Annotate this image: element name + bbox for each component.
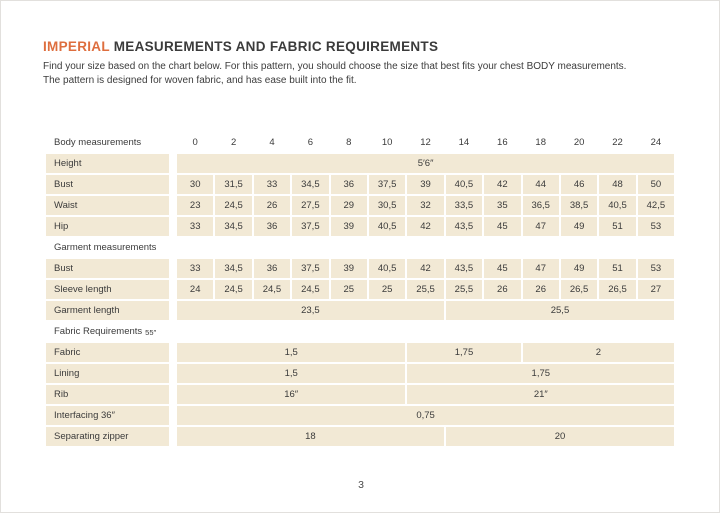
value-cell: 34,5 (215, 217, 251, 236)
value-cell: 25 (331, 280, 367, 299)
value-cell: 46 (561, 175, 597, 194)
value-cell: 36 (331, 175, 367, 194)
row-label (46, 343, 169, 362)
value-cell: 42 (407, 259, 443, 278)
value-cell: 27,5 (292, 196, 328, 215)
value-cell: 47 (523, 259, 559, 278)
value-cell: 50 (638, 175, 674, 194)
row-label-text: Height (54, 158, 82, 169)
value-cell: 26,5 (599, 280, 635, 299)
value-cell: 40,5 (369, 217, 405, 236)
row-label (46, 133, 169, 152)
row-label (46, 301, 169, 320)
value-cell: 36 (254, 217, 290, 236)
value-cell: 24,5 (254, 280, 290, 299)
value-cell: 40,5 (599, 196, 635, 215)
value-cell: 35 (484, 196, 520, 215)
table-row (46, 301, 676, 320)
table-row (46, 364, 676, 383)
value-cell: 24 (177, 280, 213, 299)
value-cell: 31,5 (215, 175, 251, 194)
value-cell: 34,5 (215, 259, 251, 278)
value-cell: 42 (484, 175, 520, 194)
value-cell: 53 (638, 217, 674, 236)
value-cell: 25 (369, 280, 405, 299)
row-label (46, 280, 169, 299)
size-header-cell: 2 (230, 137, 237, 148)
row-label (46, 175, 169, 194)
value-cell: 29 (331, 196, 367, 215)
title-main: MEASUREMENTS AND FABRIC REQUIREMENTS (109, 39, 439, 54)
table-row (46, 238, 676, 257)
merged-cell: 1,75 (407, 364, 674, 383)
table-row (46, 406, 676, 425)
size-header-cell: 16 (497, 137, 508, 148)
page-title (43, 39, 438, 54)
row-label (46, 322, 169, 341)
size-header-cell: 10 (381, 137, 393, 148)
value-cell: 25,5 (446, 280, 482, 299)
size-header-cell: 8 (346, 137, 352, 148)
row-label-text: Hip (54, 221, 69, 232)
row-label (46, 427, 169, 446)
row-label (46, 217, 169, 236)
row-label-text: Garment length (54, 305, 120, 316)
value-cell: 45 (484, 217, 520, 236)
table-row (46, 343, 676, 362)
table-row (46, 154, 676, 173)
merged-cell: 18 (177, 427, 444, 446)
merged-cell: 0,75 (177, 406, 674, 425)
merged-cell: 23,5 (177, 301, 444, 320)
value-cell: 30,5 (369, 196, 405, 215)
table-row (46, 196, 676, 215)
row-label-text: Interfacing 36″ (54, 410, 115, 421)
merged-cell: 2 (523, 343, 675, 362)
value-cell: 24,5 (215, 196, 251, 215)
merged-cell: 1,5 (177, 343, 405, 362)
row-label (46, 154, 169, 173)
value-cell: 26 (523, 280, 559, 299)
value-cell: 44 (523, 175, 559, 194)
row-label-suffix: 55″ (145, 327, 157, 337)
value-cell: 51 (599, 217, 635, 236)
merged-cell: 20 (446, 427, 674, 446)
merged-cell: 25,5 (446, 301, 674, 320)
value-cell: 37,5 (292, 259, 328, 278)
value-cell: 32 (407, 196, 443, 215)
value-cell: 38,5 (561, 196, 597, 215)
row-label (46, 238, 169, 257)
value-cell: 51 (599, 259, 635, 278)
page-number: 3 (358, 479, 364, 491)
value-cell: 25,5 (407, 280, 443, 299)
value-cell: 26,5 (561, 280, 597, 299)
size-header-cell: 6 (307, 137, 314, 148)
value-cell: 30 (177, 175, 213, 194)
value-cell: 42 (407, 217, 443, 236)
row-label-text: Rib (54, 389, 69, 400)
value-cell: 33,5 (446, 196, 482, 215)
merged-cell: 5′6″ (177, 154, 674, 173)
row-label-text: Garment measurements (54, 242, 157, 253)
size-table (46, 133, 676, 446)
value-cell: 34,5 (292, 175, 328, 194)
value-cell: 24,5 (215, 280, 251, 299)
value-cell: 27 (638, 280, 674, 299)
value-cell: 49 (561, 217, 597, 236)
table-row (46, 427, 676, 446)
merged-cell: 21″ (407, 385, 674, 404)
table-row (46, 322, 676, 341)
value-cell: 39 (331, 259, 367, 278)
table-header-row (46, 133, 676, 152)
value-cell: 47 (523, 217, 559, 236)
value-cell: 36,5 (523, 196, 559, 215)
value-cell: 53 (638, 259, 674, 278)
merged-cell: 1,5 (177, 364, 405, 383)
row-label-text: Sleeve length (54, 284, 112, 295)
value-cell: 39 (331, 217, 367, 236)
value-cell: 39 (407, 175, 443, 194)
row-label (46, 385, 169, 404)
table-row (46, 217, 676, 236)
table-row (46, 280, 676, 299)
row-label-text: Fabric Requirements (54, 326, 143, 337)
size-header-cell: 22 (612, 137, 623, 148)
value-cell: 49 (561, 259, 597, 278)
row-label-text: Waist (54, 200, 78, 211)
row-label (46, 196, 169, 215)
value-cell: 43,5 (446, 217, 482, 236)
value-cell: 43,5 (446, 259, 482, 278)
size-header-cell: 0 (192, 137, 198, 148)
table-row (46, 385, 676, 404)
value-cell: 36 (254, 259, 290, 278)
intro-text (43, 60, 688, 88)
table-row (46, 175, 676, 194)
value-cell: 26 (484, 280, 520, 299)
size-header-cell: 14 (458, 137, 470, 148)
intro-line-1: Find your size based on the chart below. For this pattern, you should choose the size that best fits your chest BODY measurements. (43, 61, 627, 72)
value-cell: 33 (177, 259, 213, 278)
value-cell: 24,5 (292, 280, 328, 299)
merged-cell: 16″ (177, 385, 405, 404)
merged-cell: 1,75 (407, 343, 520, 362)
row-label-text: Bust (54, 179, 74, 190)
intro-line-2: The pattern is designed for woven fabric, and has ease built into the fit. (43, 74, 357, 86)
table-row (46, 259, 676, 278)
value-cell: 33 (254, 175, 290, 194)
row-label (46, 259, 169, 278)
value-cell: 45 (484, 259, 520, 278)
value-cell: 37,5 (292, 217, 328, 236)
value-cell: 33 (177, 217, 213, 236)
size-header-cell: 18 (535, 137, 546, 148)
size-header-cell: 4 (269, 137, 275, 148)
row-label-text: Separating zipper (54, 431, 129, 442)
row-label (46, 406, 169, 425)
row-label-text: Lining (54, 368, 80, 379)
size-header-cell: 12 (420, 137, 431, 148)
value-cell: 48 (599, 175, 635, 194)
value-cell: 40,5 (369, 259, 405, 278)
size-header-cell: 20 (573, 137, 585, 148)
row-label-text: Bust (54, 263, 74, 274)
size-header-cell: 24 (650, 137, 662, 148)
value-cell: 26 (254, 196, 290, 215)
row-label-text: Fabric (54, 347, 81, 358)
row-label-text: Body measurements (54, 137, 142, 148)
value-cell: 42,5 (638, 196, 674, 215)
value-cell: 23 (177, 196, 213, 215)
value-cell: 40,5 (446, 175, 482, 194)
row-label (46, 364, 169, 383)
title-accent: IMPERIAL (43, 39, 110, 54)
value-cell: 37,5 (369, 175, 405, 194)
